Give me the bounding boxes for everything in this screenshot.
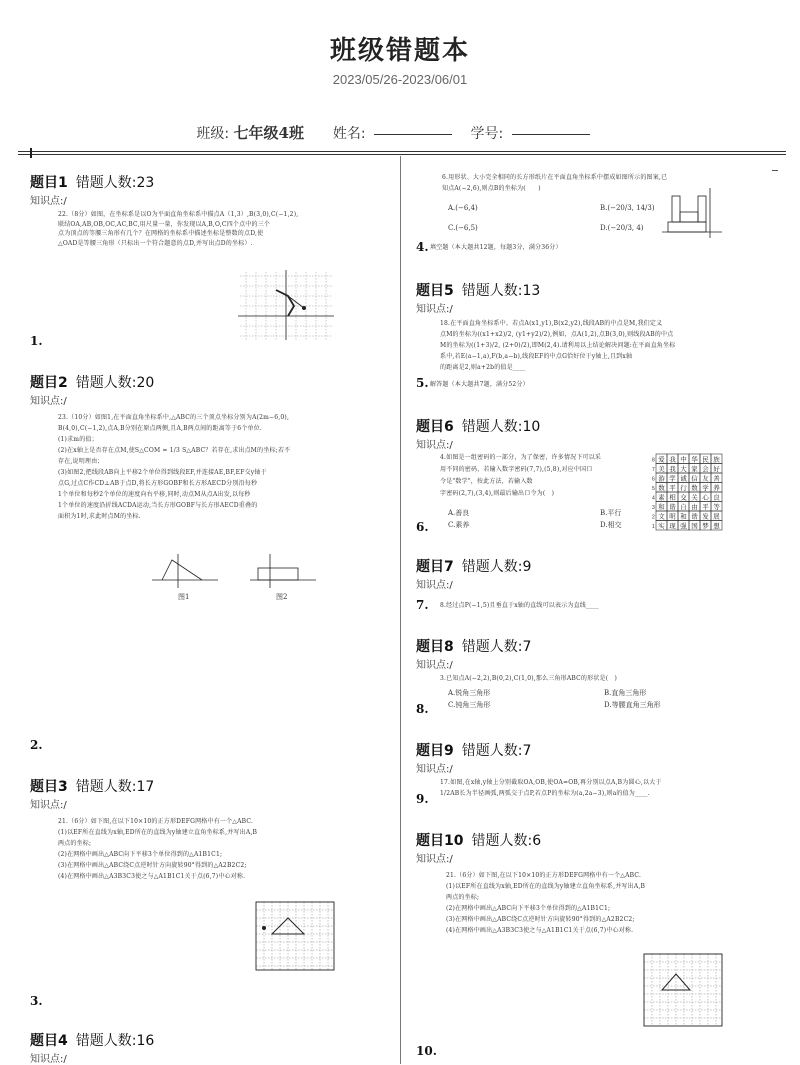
figure-1-diagram bbox=[150, 550, 220, 590]
cipher-character: 谐 bbox=[669, 503, 676, 511]
error-count: 错题人数:6 bbox=[471, 833, 542, 849]
knowledge-point: 知识点:/ bbox=[30, 396, 67, 407]
cipher-character: 学 bbox=[702, 484, 709, 492]
question-line: 6.用形状、大小完全相同的长方形纸片在平面直角坐标系中摆成如图所示的图案,已 bbox=[442, 174, 668, 181]
question-line: 21.（6分）如下图,在以下10×10的正方形DEFG网格中有一个△ABC. bbox=[446, 872, 642, 879]
cipher-character: 梦 bbox=[702, 522, 709, 530]
question-line: 知点A(−2,6),则点B的坐标为( ) bbox=[442, 185, 541, 192]
question-title: 题目5 bbox=[416, 283, 454, 299]
question-line: (2)在x轴上是否存在点M,使S△COM = 1/3 S△ABC？若存在,求出点M的坐标;若不 bbox=[58, 447, 291, 454]
cipher-character: 美 bbox=[658, 465, 665, 473]
class-value: 七年级4班 bbox=[233, 124, 304, 142]
cipher-character: 友 bbox=[702, 474, 709, 483]
knowledge-point: 知识点:/ bbox=[30, 800, 67, 811]
column-divider bbox=[400, 156, 401, 1064]
error-count: 错题人数:7 bbox=[461, 639, 532, 655]
option-b: B.直角三角形 bbox=[604, 689, 647, 697]
cipher-character: 实 bbox=[658, 522, 665, 530]
header-rule bbox=[18, 151, 786, 152]
question-10-body bbox=[446, 870, 766, 936]
knowledge-point: 知识点:/ bbox=[416, 854, 453, 865]
knowledge-point: 知识点:/ bbox=[416, 440, 453, 451]
knowledge-point: 知识点:/ bbox=[416, 660, 453, 671]
question-number: 2. bbox=[30, 738, 43, 752]
cipher-character: 诚 bbox=[680, 474, 687, 483]
cipher-character: 和 bbox=[658, 503, 665, 511]
question-line: 1个单位的速度沿折线ACDA运动,当长方形GOBF与长方形AECD重叠的 bbox=[58, 502, 258, 509]
question-number: 1. bbox=[30, 334, 43, 348]
question-line: (1)以EF所在直线为x轴,ED所在的直线为y轴建立直角坐标系,并写出A,B bbox=[58, 829, 258, 836]
question-number: 9. bbox=[416, 792, 429, 806]
question-line: 令是"数学"，按此方法，若输入数 bbox=[440, 478, 533, 485]
question-8-body bbox=[440, 674, 760, 684]
question-1-header bbox=[30, 172, 154, 192]
name-blank bbox=[374, 134, 452, 135]
cipher-character: 爱 bbox=[658, 455, 665, 464]
question-number: 10. bbox=[416, 1044, 437, 1058]
question-3-header bbox=[30, 776, 154, 796]
cipher-character: 明 bbox=[669, 512, 676, 521]
cipher-character: 我 bbox=[669, 465, 676, 473]
option-c: C.钝角三角形 bbox=[448, 701, 491, 709]
option-a: A.(−6,4) bbox=[448, 204, 478, 212]
cipher-row-number: 1 bbox=[652, 524, 655, 530]
cipher-row-number: 4 bbox=[652, 495, 655, 502]
cipher-character: 中 bbox=[680, 455, 687, 464]
question-number: 7. bbox=[416, 598, 429, 612]
question-line: 联结OA,AB,OB,OC,AC,BC,用尺量一量，你发现以A,B,O,C四个点中的三个 bbox=[58, 220, 271, 228]
question-2-header bbox=[30, 372, 154, 392]
rectangle-tiles-figure bbox=[660, 186, 724, 244]
question-line: 面积为1时,求此时点M的坐标. bbox=[58, 513, 141, 520]
question-title: 题目8 bbox=[416, 639, 454, 655]
header-rule-thick bbox=[18, 154, 786, 155]
cipher-character: 由 bbox=[691, 503, 698, 511]
cipher-character: 家 bbox=[691, 465, 698, 473]
question-line: △OAD是等腰三角形（只标出一个符合题意的点D,并写出点D的坐标）. bbox=[58, 239, 253, 247]
question-line: 系中,若E(a−1,a),F(b,a−b),线段EF的中点G恰好位于y轴上,且到x轴 bbox=[440, 353, 633, 360]
option-c: C.素养 bbox=[448, 521, 470, 529]
question-line: 1/2AB长为半径画弧,两弧交于点P,若点P的坐标为(a,2a−3),则a的值为____. bbox=[440, 790, 650, 797]
error-count: 错题人数:20 bbox=[75, 375, 155, 391]
knowledge-point: 知识点:/ bbox=[30, 196, 67, 207]
cipher-row-number: 2 bbox=[652, 514, 655, 521]
question-line: 4.如图是一组密码的一部分，为了保密，许多情况下可以采 bbox=[440, 454, 602, 461]
question-line: (3)在网格中画出△ABC绕C点逆时针方向旋转90°得到的△A2B2C2; bbox=[58, 862, 247, 869]
error-count: 错题人数:9 bbox=[461, 559, 532, 575]
cipher-character: 族 bbox=[713, 455, 720, 464]
cipher-character: 信 bbox=[691, 474, 698, 483]
question-line: 17.如图,在x轴,y轴上分别截取OA,OB,使OA=OB,再分别以点A,B为圆心,以大于 bbox=[440, 779, 662, 786]
page-title: 班级错题本 bbox=[329, 36, 470, 66]
margin-dash bbox=[772, 170, 778, 171]
cipher-row-number: 3 bbox=[652, 505, 655, 511]
cipher-character: 等 bbox=[713, 503, 720, 511]
cipher-row-number: 7 bbox=[652, 467, 655, 473]
option-a: A.锐角三角形 bbox=[448, 689, 491, 697]
question-5-header bbox=[416, 280, 540, 300]
cipher-character: 谐 bbox=[691, 512, 698, 521]
knowledge-point: 知识点:/ bbox=[416, 764, 453, 775]
cipher-character: 大 bbox=[680, 465, 687, 473]
question-number: 4. bbox=[416, 240, 429, 254]
option-b: B.(−20/3, 14/3) bbox=[600, 204, 655, 212]
question-6-body bbox=[440, 452, 652, 500]
cipher-character: 良 bbox=[713, 493, 720, 502]
section-note: 解答题（本大题共7题，满分52分） bbox=[430, 381, 529, 388]
option-a: A.善良 bbox=[448, 509, 470, 517]
question-title: 题目10 bbox=[416, 833, 464, 849]
cipher-character: 心 bbox=[702, 493, 709, 502]
question-9-body bbox=[440, 777, 760, 799]
question-line: (1)以EF所在直线为x轴,ED所在的直线为y轴建立直角坐标系,并写出A,B bbox=[446, 883, 646, 890]
cipher-character: 数 bbox=[691, 484, 698, 492]
id-blank bbox=[512, 134, 590, 135]
question-line: 23.（10分）如图1,在平面直角坐标系中,△ABC的三个顶点坐标分别为A(2m−6,0), bbox=[58, 414, 290, 421]
cipher-character: 素 bbox=[658, 493, 665, 502]
question-10-header bbox=[416, 830, 541, 850]
cipher-character: 想 bbox=[713, 522, 720, 530]
error-count: 错题人数:7 bbox=[461, 743, 532, 759]
coordinate-grid-figure bbox=[236, 268, 336, 342]
date-range: 2023/05/26-2023/06/01 bbox=[332, 72, 468, 87]
question-number: 8. bbox=[416, 702, 429, 716]
cipher-character: 现 bbox=[669, 522, 676, 530]
knowledge-point: 知识点:/ bbox=[30, 1054, 67, 1065]
cipher-character: 相 bbox=[669, 493, 676, 502]
question-6-header bbox=[416, 416, 540, 436]
cipher-character: 关 bbox=[691, 493, 698, 502]
cipher-character: 我 bbox=[669, 455, 676, 464]
cipher-character: 文 bbox=[658, 512, 665, 521]
knowledge-point: 知识点:/ bbox=[416, 304, 453, 315]
question-line: 1个单位和每秒2个单位的速度向右平移,同时,动点M从点A出发,以每秒 bbox=[58, 491, 251, 498]
cipher-character: 和 bbox=[680, 512, 687, 521]
question-3-body bbox=[58, 816, 388, 882]
error-count: 错题人数:23 bbox=[75, 175, 155, 191]
cipher-character: 行 bbox=[680, 484, 687, 492]
cipher-character: 强 bbox=[680, 522, 687, 530]
question-title: 题目6 bbox=[416, 419, 454, 435]
cipher-character: 数 bbox=[658, 484, 665, 492]
cipher-character: 交 bbox=[680, 493, 687, 502]
cipher-character: 会 bbox=[702, 465, 709, 473]
cipher-row-number: 5 bbox=[652, 486, 655, 492]
cipher-character: 善 bbox=[713, 474, 720, 483]
question-title: 题目7 bbox=[416, 559, 454, 575]
question-title: 题目9 bbox=[416, 743, 454, 759]
cipher-character: 游 bbox=[658, 474, 665, 483]
cipher-character: 学 bbox=[669, 474, 676, 483]
question-7-header bbox=[416, 556, 531, 576]
question-line: 18.在平面直角坐标系中，若点A(x1,y1),B(x2,y2),线段AB的中点是M,我们定义 bbox=[440, 320, 663, 327]
question-line: 21.（6分）如下图,在以下10×10的正方形DEFG网格中有一个△ABC. bbox=[58, 818, 254, 825]
id-label: 学号: bbox=[470, 126, 504, 142]
option-d: D.等腰直角三角形 bbox=[604, 701, 661, 709]
question-line: (3)如图2,把线段AB向上平移2个单位得到线段EF,并连接AE,BF,EF交y轴于 bbox=[58, 469, 267, 476]
knowledge-point: 知识点:/ bbox=[416, 580, 453, 591]
question-title: 题目2 bbox=[30, 375, 68, 391]
figure-label: 图2 bbox=[276, 593, 288, 601]
question-line: 点为顶点的等腰三角形有几个？在网格的坐标系中描述坐标是整数的点D,使 bbox=[58, 230, 264, 237]
cipher-grid-figure bbox=[650, 452, 728, 534]
square-grid-figure bbox=[640, 950, 726, 1030]
question-line: (1)求m的值； bbox=[58, 436, 98, 443]
error-count: 错题人数:10 bbox=[461, 419, 541, 435]
question-line: (3)在网格中画出△ABC绕C点逆时针方向旋转90°得到的△A2B2C2; bbox=[446, 916, 635, 923]
cipher-character: 民 bbox=[702, 455, 709, 464]
question-7-body bbox=[440, 601, 760, 611]
question-9-header bbox=[416, 740, 531, 760]
question-number: 6. bbox=[416, 520, 429, 534]
error-count: 错题人数:16 bbox=[75, 1033, 155, 1049]
option-c: C.(−6,5) bbox=[448, 224, 478, 232]
option-d: D.(−20/3, 4) bbox=[600, 224, 644, 232]
option-b: B.平行 bbox=[600, 509, 622, 517]
question-line: 22.（8分）如图，在坐标系是以O为平面直角坐标系中描点A（1,3）,B(3,0),C(−1,2), bbox=[58, 211, 299, 218]
figure-2-diagram bbox=[248, 550, 318, 590]
question-line: 点M的坐标为((x1+x2)/2, (y1+y2)/2),例如，点A(1,2),点B(3,0),则线段AB的中点 bbox=[440, 331, 674, 338]
cipher-character: 养 bbox=[713, 484, 720, 492]
square-grid-figure bbox=[252, 898, 338, 974]
question-4-header bbox=[30, 1030, 154, 1050]
question-1-body bbox=[58, 210, 388, 248]
cipher-character: 平 bbox=[702, 503, 709, 511]
question-line: 点G,过点C作CD⊥AB于点D,将长方形GOBF和长方形AECD分别沿每秒 bbox=[58, 480, 258, 487]
cipher-character: 华 bbox=[691, 455, 698, 464]
question-line: M的坐标为((1+3)/2, (2+0)/2),即M(2,4).请利用以上结论解决问题:在平面直角坐标 bbox=[440, 342, 676, 349]
cursor-tick bbox=[30, 148, 32, 158]
option-d: D.相交 bbox=[600, 521, 622, 529]
question-line: 字密码(2,7),(3,4),则最后输出口令为( ) bbox=[440, 490, 555, 497]
question-title: 题目4 bbox=[30, 1033, 68, 1049]
question-line: 两点的坐标; bbox=[446, 894, 480, 901]
cipher-character: 发 bbox=[702, 512, 709, 521]
class-label: 班级: bbox=[196, 126, 230, 142]
question-line: (4)在网格中画出△A3B3C3使之与△A1B1C1关于点(6,7)中心对称. bbox=[58, 873, 246, 880]
cipher-character: 好 bbox=[713, 465, 720, 473]
question-line: 的距离是2,则a+2b的值是____ bbox=[440, 364, 526, 371]
question-title: 题目3 bbox=[30, 779, 68, 795]
question-line: 8.经过点P(−1,5)且垂直于x轴的直线可以表示为直线____ bbox=[440, 602, 599, 609]
question-line: 3.已知点A(−2,2),B(0,2),C(1,0),那么三角形ABC的形状是( ) bbox=[440, 675, 618, 682]
section-note: 填空题（本大题共12题，每题3分，满分36分） bbox=[430, 244, 562, 251]
question-line: 存在,说明理由； bbox=[58, 458, 104, 465]
question-2-body bbox=[58, 412, 388, 522]
question-line: 用不同的密码，若输入数字密码(7,7),(5,8),对应中国口 bbox=[440, 466, 593, 473]
cipher-character: 平 bbox=[669, 484, 676, 492]
name-label: 姓名: bbox=[332, 126, 366, 142]
question-title: 题目1 bbox=[30, 175, 68, 191]
question-line: (2)在网格中画出△ABC向下平移3个单位得到的△A1B1C1; bbox=[58, 851, 223, 858]
question-line: 两点的坐标; bbox=[58, 840, 92, 847]
student-info-row bbox=[0, 122, 800, 143]
question-line: (2)在网格中画出△ABC向下平移3个单位得到的△A1B1C1; bbox=[446, 905, 611, 912]
question-5-body bbox=[440, 318, 770, 373]
question-number: 3. bbox=[30, 994, 43, 1008]
cipher-character: 自 bbox=[680, 503, 687, 511]
question-8-header bbox=[416, 636, 531, 656]
cipher-character: 国 bbox=[691, 522, 698, 530]
question-line: B(4,0),C(−1,2),点A,B分别在原点两侧,且A,B两点间的距离等于6个单位. bbox=[58, 425, 263, 432]
cipher-row-number: 6 bbox=[652, 476, 655, 483]
error-count: 错题人数:13 bbox=[461, 283, 541, 299]
cipher-character: 展 bbox=[713, 512, 720, 521]
error-count: 错题人数:17 bbox=[75, 779, 155, 795]
figure-label: 图1 bbox=[178, 593, 190, 601]
question-line: (4)在网格中画出△A3B3C3使之与△A1B1C1关于点(6,7)中心对称. bbox=[446, 927, 634, 934]
question-number: 5. bbox=[416, 376, 429, 390]
cipher-row-number: 8 bbox=[652, 457, 655, 464]
